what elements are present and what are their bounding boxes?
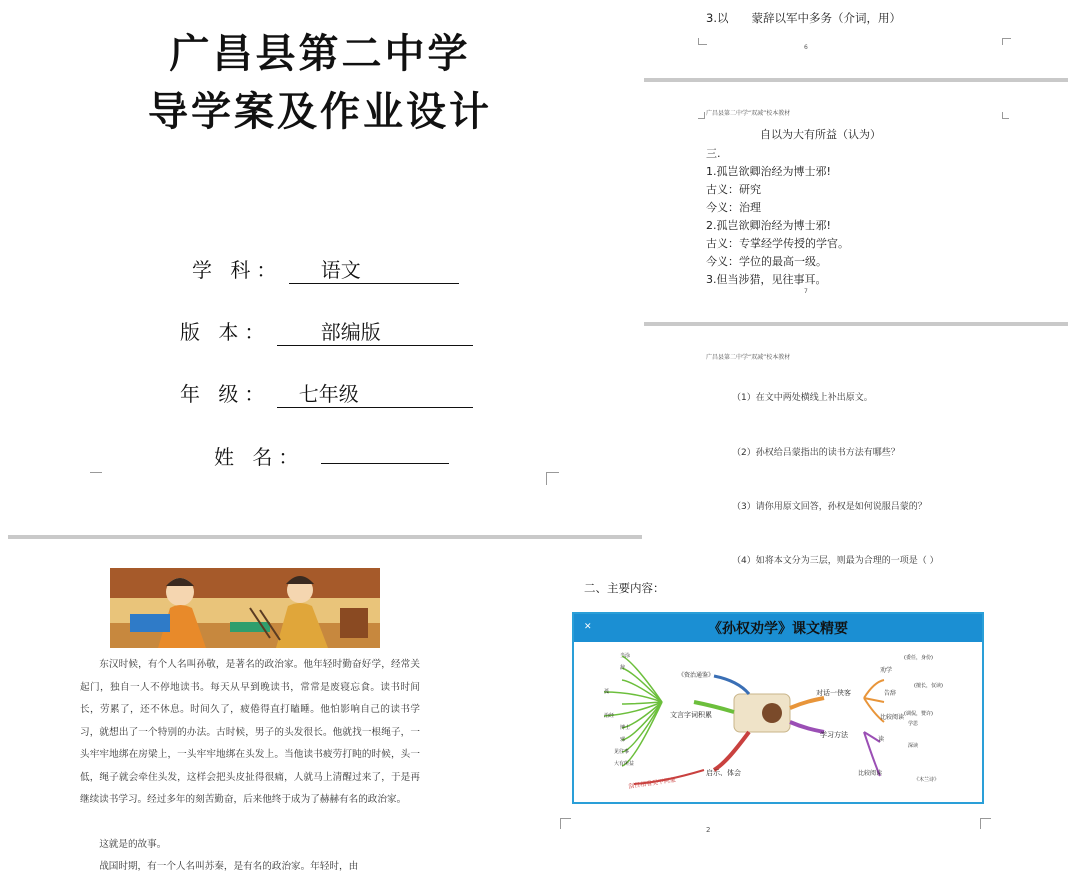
leaf-label: 大有所益 (614, 761, 635, 767)
edition-label: 版 本： (180, 320, 271, 344)
school-title: 广昌县第二中学 (169, 31, 471, 77)
crop-mark (90, 472, 102, 485)
page-divider (644, 322, 1068, 326)
note-label: (擅长，仅读) (914, 683, 943, 689)
note-label: 《木兰诗》 (914, 777, 940, 783)
mind-map-header (574, 614, 982, 642)
branch-label: 学习方法 (820, 731, 848, 739)
text-line: 3.以 蒙辞以军中多务（介词，用） (706, 11, 901, 25)
text-line: 古义：专掌经学传授的学官。 (706, 237, 849, 250)
leaf-label: 当涂 (620, 653, 631, 659)
text-line: 三. (706, 147, 721, 160)
page-number: 2 (706, 826, 711, 834)
leaf-label: 孤 (604, 689, 610, 695)
mind-map (572, 612, 984, 804)
grade-value: 七年级 (277, 378, 473, 408)
leaf-label: 辞 (620, 665, 626, 671)
crop-mark (546, 472, 559, 485)
subject-field (192, 254, 459, 284)
question-item: （4）如将本文分为三层，则最为合理的一项是（ ） (732, 556, 939, 566)
page-header: 广昌县第二中学“双减”校本教材 (706, 110, 791, 117)
section-heading: 二、主要内容： (584, 581, 665, 595)
mind-map-title: 《孙权劝学》课文精要 (708, 621, 848, 637)
text-line: 3.但当涉猎，见往事耳。 (706, 273, 827, 286)
subject-value: 语文 (289, 254, 459, 284)
edition-field (180, 316, 473, 346)
crop-mark (980, 818, 991, 829)
text-line: 今义：治理 (706, 201, 761, 214)
crop-mark (1002, 112, 1009, 119)
text-line: 自以为大有所益（认为） (760, 128, 881, 141)
leaf-label: 博士 (620, 725, 631, 731)
note-label: 《资治通鉴》 (678, 672, 715, 679)
branch-label: 启示、体会 (706, 769, 741, 777)
note-label: 深读 (908, 743, 919, 749)
note-label: 学思 (908, 721, 919, 727)
crop-mark (560, 818, 571, 829)
leaf-label: 读 (878, 736, 885, 743)
story-paragraph: 战国时期，有一个人名叫苏秦，是有名的政治家。年轻时，由 (99, 861, 359, 872)
branch-label: 对话一侠客 (816, 689, 851, 697)
story-paragraph: 这就是的故事。 (99, 839, 167, 850)
leaf-label: 治经 (604, 713, 615, 719)
grade-label: 年 级： (180, 382, 271, 406)
page-header: 广昌县第二中学“双减”校本教材 (706, 354, 791, 361)
text-line: 1.孤岂欲卿治经为博士邪! (706, 165, 831, 178)
page-number: 7 (804, 288, 808, 295)
edition-value: 部编版 (277, 316, 473, 346)
question-item: （3）请你用原文回答，孙权是如何说服吕蒙的？ (732, 502, 927, 512)
grade-field (180, 378, 473, 408)
name-field (214, 441, 449, 470)
text-line: 古义：研究 (706, 183, 761, 196)
leaf-label: 劝学 (880, 667, 893, 674)
logo-icon: ✕ (584, 622, 592, 632)
page-number: 6 (804, 44, 808, 51)
text-line: 2.孤岂欲卿治经为博士邪! (706, 219, 831, 232)
branch-label: 文言字词积累 (670, 711, 712, 719)
crop-mark (698, 112, 705, 119)
crop-mark (1002, 38, 1011, 45)
page-divider (8, 535, 642, 539)
text-line: 今义：学位的最高一级。 (706, 255, 827, 268)
question-item: （1）在文中两处横线上补出原文。 (732, 393, 873, 403)
leaf-label: 比较阅读 (880, 714, 905, 721)
note-label: (调侃，赞许) (904, 711, 933, 717)
crop-mark (698, 38, 707, 45)
leaf-label: 告辞 (884, 690, 897, 697)
leaf-label: 比较阅读 (858, 770, 883, 777)
story-illustration (110, 568, 380, 648)
name-label: 姓 名： (214, 445, 305, 469)
page-divider (644, 78, 1068, 82)
name-value (321, 445, 449, 464)
leaf-label: 见往事 (614, 749, 630, 755)
subject-label: 学 科： (192, 258, 283, 282)
cover-subtitle: 导学案及作业设计 (148, 89, 492, 135)
note-label: 刮目相看吴下阿蒙 (627, 776, 677, 791)
question-item: （2）孙权给吕蒙指出的读书方法有哪些？ (732, 448, 900, 458)
story-paragraph: 东汉时候，有个人名叫孙敬，是著名的政治家。他年轻时勤奋好学，经常关起门，独自一人不停地读书。每天从早到晚读书，常常是废寝忘食。读书时间长，劳累了，还不休息。时间久了，疲倦得直打瞌睡。他怕影响自己的读书学习，就想出了一个特别的办法。古时候，男子的头发很长。他就找一根绳子，一头牢牢地绑在房梁上，一头牢牢地绑在头发上。当他读书疲劳打盹的时候，头一低，绳子就会牵住头发，这样会把头皮扯得很痛，人就马上清醒过来了，于是再继续读书学习。经过多年的刻苦勤奋，后来他终于成为了赫赫有名的政治家。 (80, 659, 420, 805)
note-label: (委任，身份) (904, 655, 933, 661)
leaf-label: 邪 (620, 737, 626, 743)
